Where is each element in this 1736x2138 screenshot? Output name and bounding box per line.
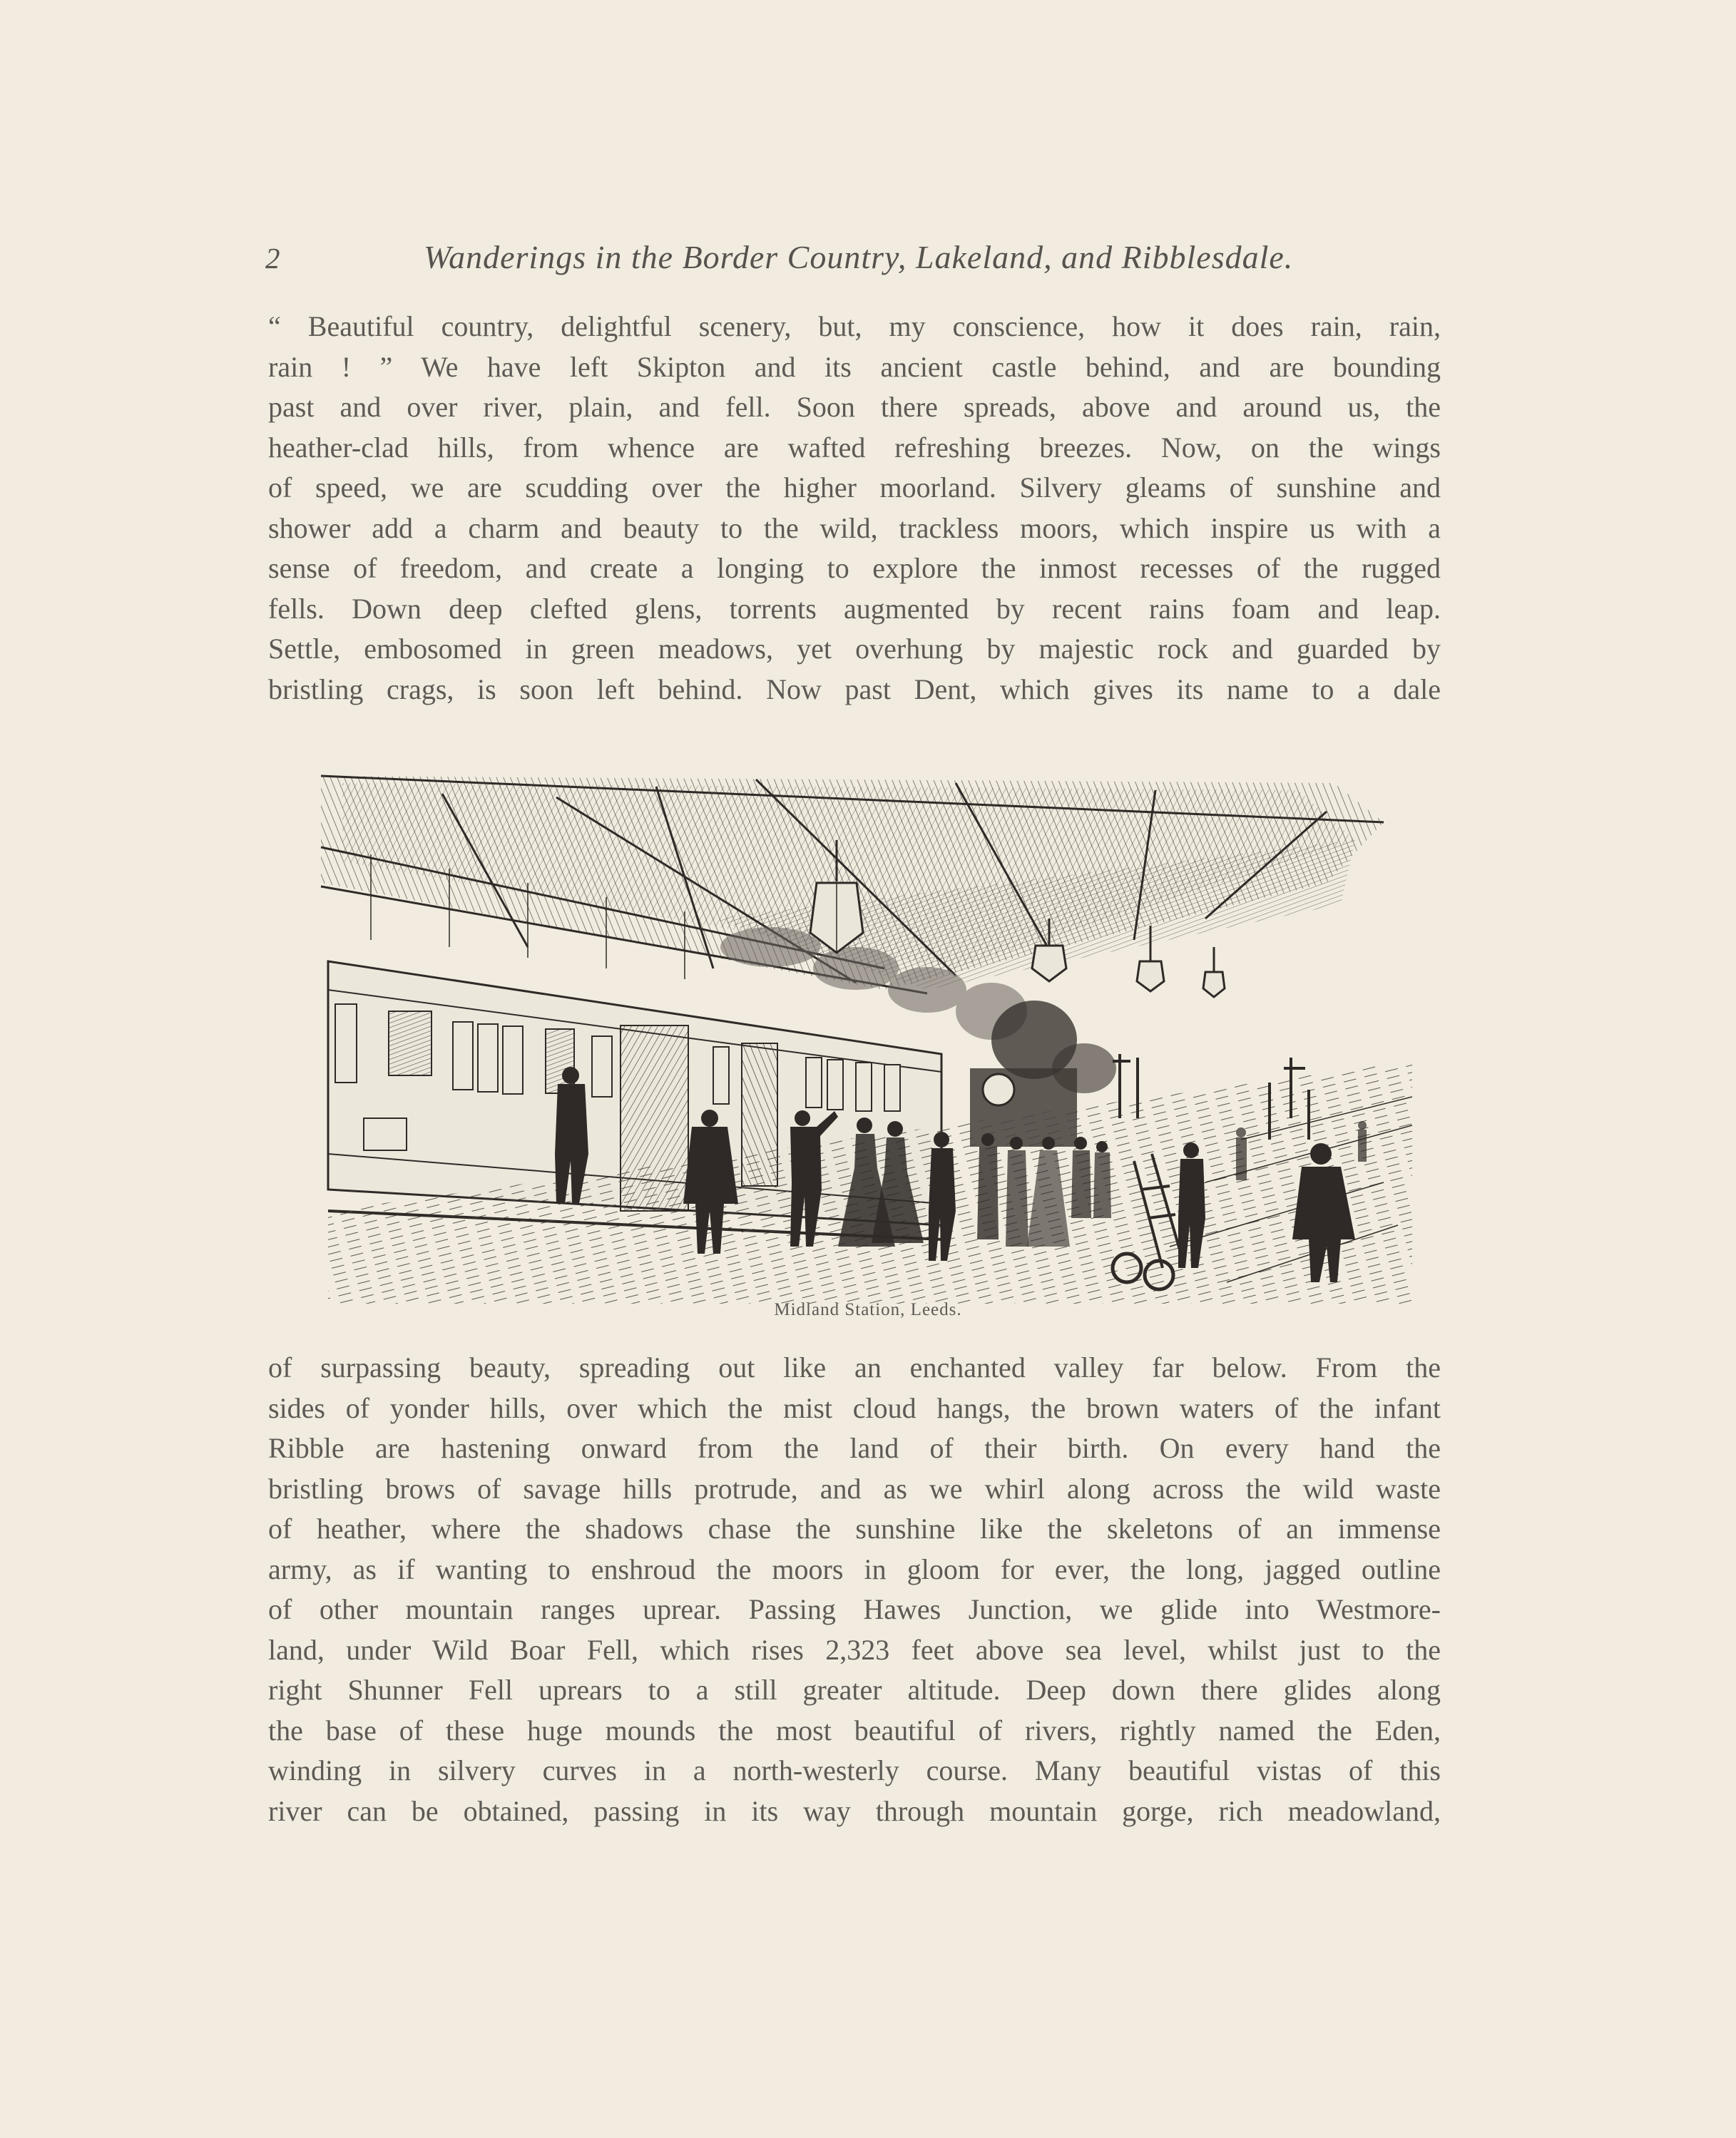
text-line: heather-clad hills, from whence are wafted refreshing breezes. Now, on the wings: [268, 431, 1441, 464]
text-line: sides of yonder hills, over which the mist cloud hangs, the brown waters of the infant: [268, 1391, 1441, 1424]
text-line: fells. Down deep clefted glens, torrents augmented by recent rains foam and leap.: [268, 592, 1441, 625]
text-line: Ribble are hastening onward from the land of their birth. On every hand the: [268, 1432, 1441, 1464]
text-line: shower add a charm and beauty to the wild, trackless moors, which inspire us with a: [268, 511, 1441, 544]
text-line: past and over river, plain, and fell. Soon there spreads, above and around us, the: [268, 391, 1441, 423]
text-line: land, under Wild Boar Fell, which rises 2,323 feet above sea level, whilst just to the: [268, 1633, 1441, 1666]
figure-caption: Midland Station, Leeds.: [774, 1300, 962, 1319]
text-line: bristling crags, is soon left behind. Now past Dent, which gives its name to a dale: [268, 672, 1441, 705]
paragraph-1: [268, 307, 1441, 710]
text-line: bristling brows of savage hills protrude, and as we whirl along across the wild waste: [268, 1472, 1441, 1505]
page-header: [265, 241, 1442, 291]
paragraph-2: [268, 1348, 1441, 1831]
text-line: Settle, embosomed in green meadows, yet overhung by majestic rock and guarded by: [268, 633, 1441, 665]
text-line: rain ! ” We have left Skipton and its ancient castle behind, and are bounding: [268, 350, 1441, 383]
text-line: of heather, where the shadows chase the sunshine like the skeletons of an immense: [268, 1513, 1441, 1545]
running-title: Wanderings in the Border Country, Lakeland, and Ribblesdale.: [424, 239, 1294, 275]
text-line: sense of freedom, and create a longing to explore the inmost recesses of the rugged: [268, 552, 1441, 584]
text-line: right Shunner Fell uprears to a still greater altitude. Deep down there glides along: [268, 1674, 1441, 1706]
text-line: of other mountain ranges uprear. Passing Hawes Junction, we glide into Westmore-: [268, 1593, 1441, 1625]
text-line: of speed, we are scudding over the higher moorland. Silvery gleams of sunshine and: [268, 471, 1441, 503]
text-line: winding in silvery curves in a north-westerly course. Many beautiful vistas of this: [268, 1754, 1441, 1786]
text-line: river can be obtained, passing in its way through mountain gorge, rich meadowland,: [268, 1794, 1441, 1827]
station-engraving: [314, 755, 1412, 1304]
text-line: “ Beautiful country, delightful scenery, but, my conscience, how it does rain, rain,: [268, 310, 1441, 342]
text-line: army, as if wanting to enshroud the moors in gloom for ever, the long, jagged outline: [268, 1553, 1441, 1585]
station-illustration: [314, 755, 1412, 1304]
text-line: the base of these huge mounds the most beautiful of rivers, rightly named the Eden,: [268, 1714, 1441, 1746]
page-number: 2: [265, 242, 280, 275]
text-line: of surpassing beauty, spreading out like an enchanted valley far below. From the: [268, 1351, 1441, 1383]
